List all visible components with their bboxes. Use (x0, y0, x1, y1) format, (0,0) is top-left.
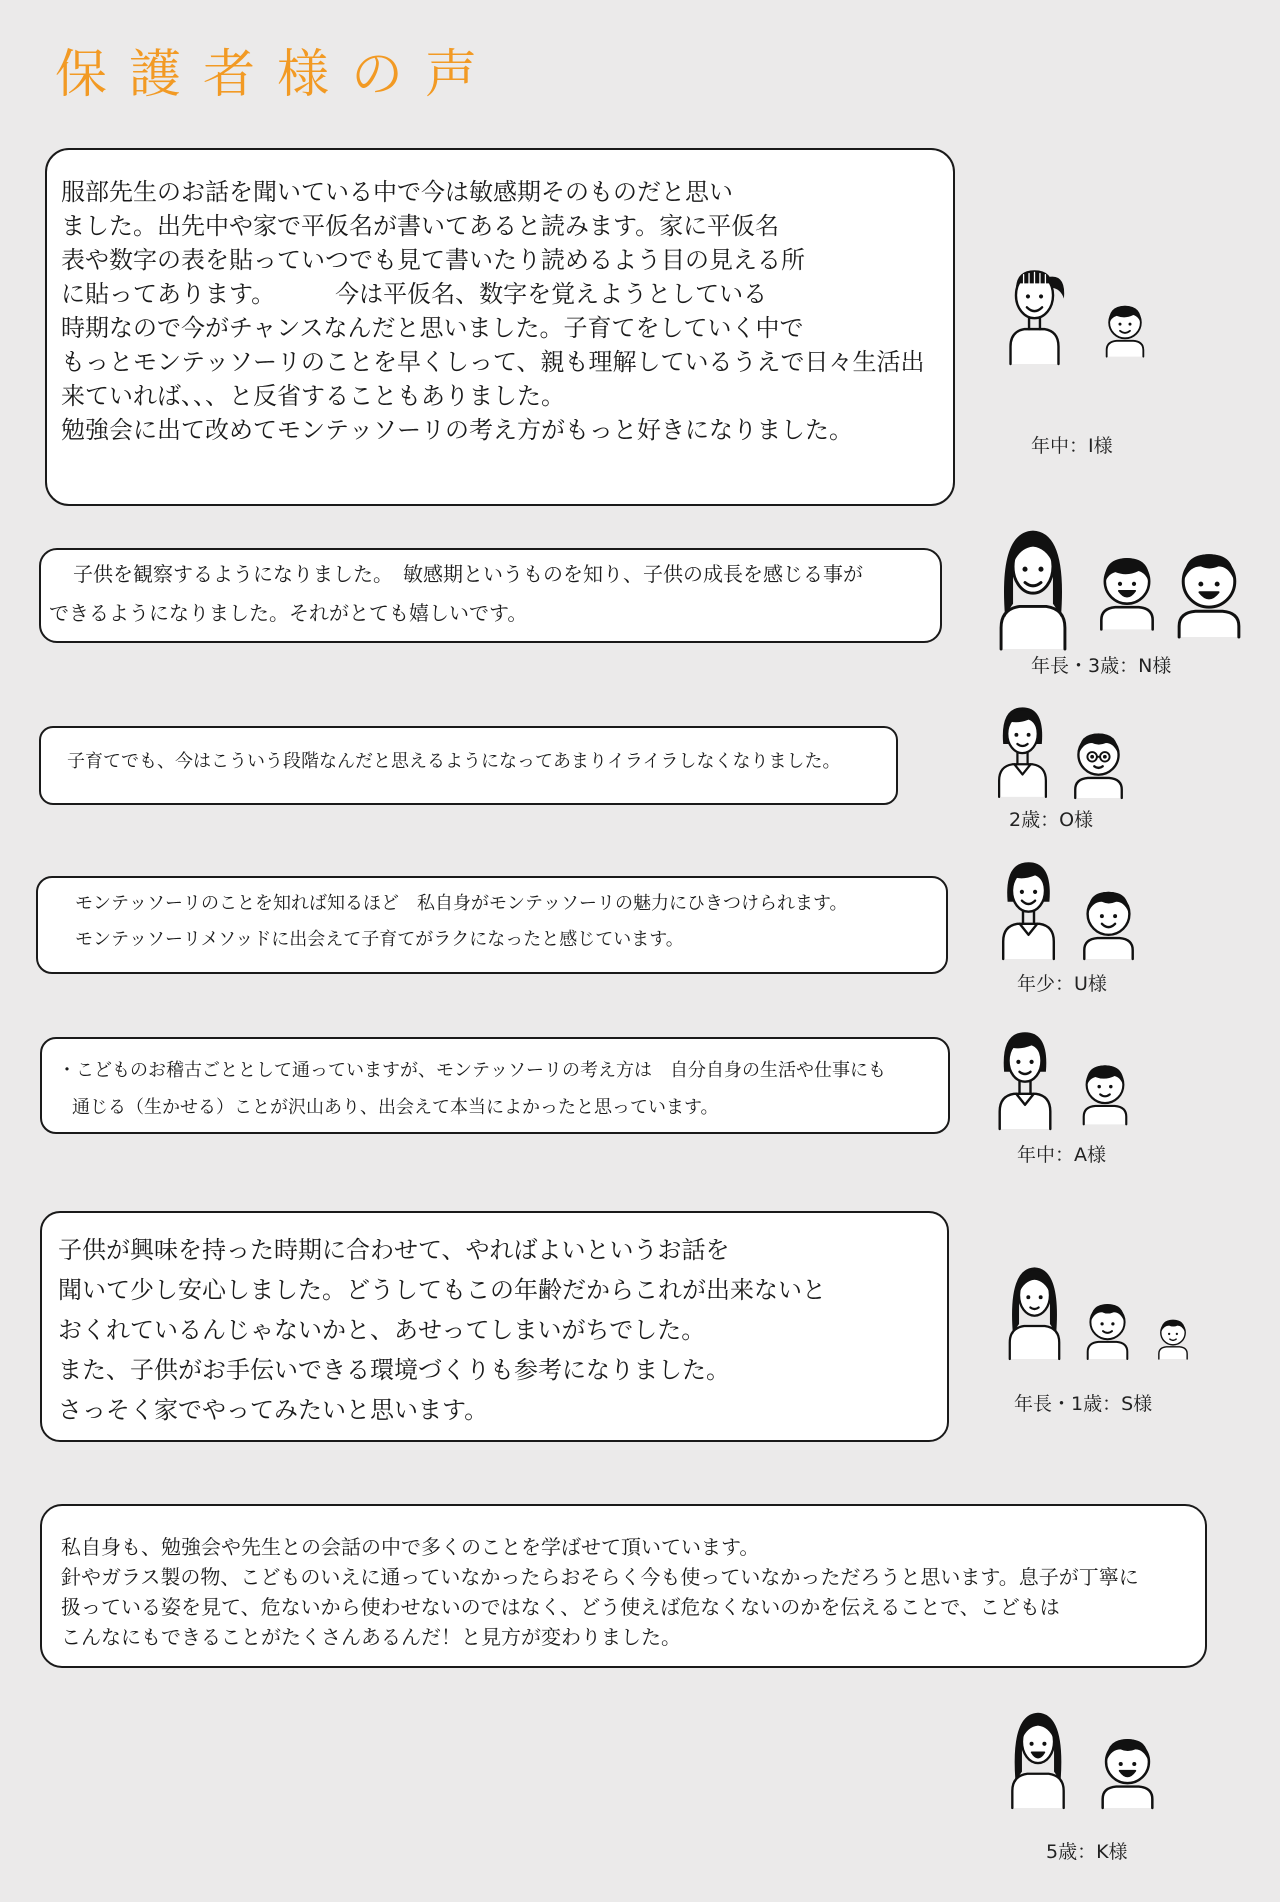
testimonial-line: 子供を観察するようになりました。 敏感期というものを知り、子供の成長を感じる事が (73, 562, 863, 586)
testimonial-line: 子供が興味を持った時期に合わせて、やればよいというお話を (58, 1236, 730, 1264)
testimonial-card-1 (45, 148, 955, 506)
testimonial-card-5 (40, 1037, 950, 1134)
testimonial-line: 聞いて少し安心しました。どうしてもこの年齢だからこれが出来ないと (58, 1276, 826, 1304)
testimonial-line: 扱っている姿を見て、危ないから使わせないのではなく、どう使えば危なくないのかを伝えることで、こどもは (61, 1595, 1060, 1619)
child-avatar-icon (1090, 1729, 1165, 1808)
testimonial-author: 年中：A様 (1017, 1144, 1106, 1166)
parent-avatar-icon (1002, 1701, 1074, 1808)
testimonial-line: 表や数字の表を貼っていつでも見て書いたり読めるよう目の見える所 (61, 246, 805, 274)
testimonial-line: 勉強会に出て改めてモンテッソーリの考え方がもっと好きになりました。 (61, 416, 853, 444)
child-avatar-icon (1092, 540, 1162, 637)
parent-avatar-icon (992, 694, 1053, 798)
testimonial-author: 2歳：O様 (1009, 809, 1094, 831)
testimonial-card-7 (40, 1504, 1207, 1668)
testimonial-line: 子育てでも、今はこういう段階なんだと思えるようになってあまりイライラしなくなりました。 (67, 751, 841, 772)
testimonial-line: 来ていれば、、、と反省することもありました。 (61, 382, 565, 410)
toddler-avatar-icon (1147, 1314, 1199, 1359)
child-avatar-icon (1076, 1050, 1134, 1131)
testimonial-line: ・こどものお稽古ごととして通っていますが、モンテッソーリの考え方は 自分自身の生活や仕事にも (58, 1060, 886, 1081)
parent-avatar-icon (992, 849, 1065, 959)
testimonial-line: おくれているんじゃないかと、あせってしまいがちでした。 (58, 1316, 706, 1344)
testimonial-line: こんなにもできることがたくさんあるんだ！と見方が変わりました。 (61, 1625, 681, 1649)
parent-avatar-icon (992, 516, 1074, 649)
child-avatar-icon (1077, 1296, 1138, 1359)
testimonial-line: 時期なので今がチャンスなんだと思いました。子育てをしていく中で (61, 314, 804, 342)
testimonial-line: モンテッソーリのことを知れば知るほど 私自身がモンテッソーリの魅力にひきつけられます。 (75, 893, 848, 914)
testimonial-line: に貼ってあります。 今は平仮名、数字を覚えようとしている (61, 280, 768, 308)
testimonial-line: 服部先生のお話を聞いている中で今は敏感期そのものだと思い (61, 178, 733, 206)
testimonial-line: もっとモンテッソーリのことを早くしって、親も理解しているうえで日々生活出 (61, 348, 925, 376)
child-avatar-icon (1168, 542, 1250, 637)
parent-avatar-icon (1001, 1256, 1068, 1359)
testimonial-line: できるようになりました。それがとても嬉しいです。 (49, 601, 528, 625)
testimonial-author: 5歳：K様 (1046, 1841, 1128, 1863)
testimonial-card-4 (36, 876, 948, 974)
page-title: 保護者様の声 (55, 45, 500, 105)
testimonial-author: 年中：I様 (1031, 435, 1113, 457)
testimonial-card-2 (39, 548, 942, 643)
testimonial-card-3 (39, 726, 898, 805)
child-avatar-icon (1100, 291, 1150, 364)
child-glasses-avatar-icon (1065, 724, 1132, 798)
testimonial-line: モンテッソーリメソッドに出会えて子育てがラクになったと感じています。 (75, 929, 684, 950)
testimonial-line: また、子供がお手伝いできる環境づくりも参考になりました。 (58, 1356, 730, 1384)
testimonial-line: 針やガラス製の物、こどものいえに通っていなかったらおそらく今も使っていなかっただろうと思います。息子が丁寧に (61, 1565, 1139, 1589)
testimonial-line: さっそく家でやってみたいと思います。 (58, 1396, 489, 1424)
testimonial-line: 私自身も、勉強会や先生との会話の中で多くのことを学ばせて頂いています。 (61, 1535, 760, 1559)
parent-avatar-icon (1001, 255, 1068, 364)
testimonial-line: ました。出先中や家で平仮名が書いてあると読みます。家に平仮名 (61, 212, 780, 240)
testimonial-author: 年長・1歳：S様 (1014, 1393, 1153, 1415)
child-avatar-icon (1074, 882, 1143, 959)
testimonial-card-6 (40, 1211, 949, 1442)
testimonial-author: 年長・3歳：N様 (1031, 655, 1172, 677)
parent-avatar-icon (992, 1017, 1058, 1131)
testimonial-line: 通じる（生かせる）ことが沢山あり、出会えて本当によかったと思っています。 (72, 1097, 719, 1118)
testimonial-author: 年少：U様 (1017, 973, 1107, 995)
